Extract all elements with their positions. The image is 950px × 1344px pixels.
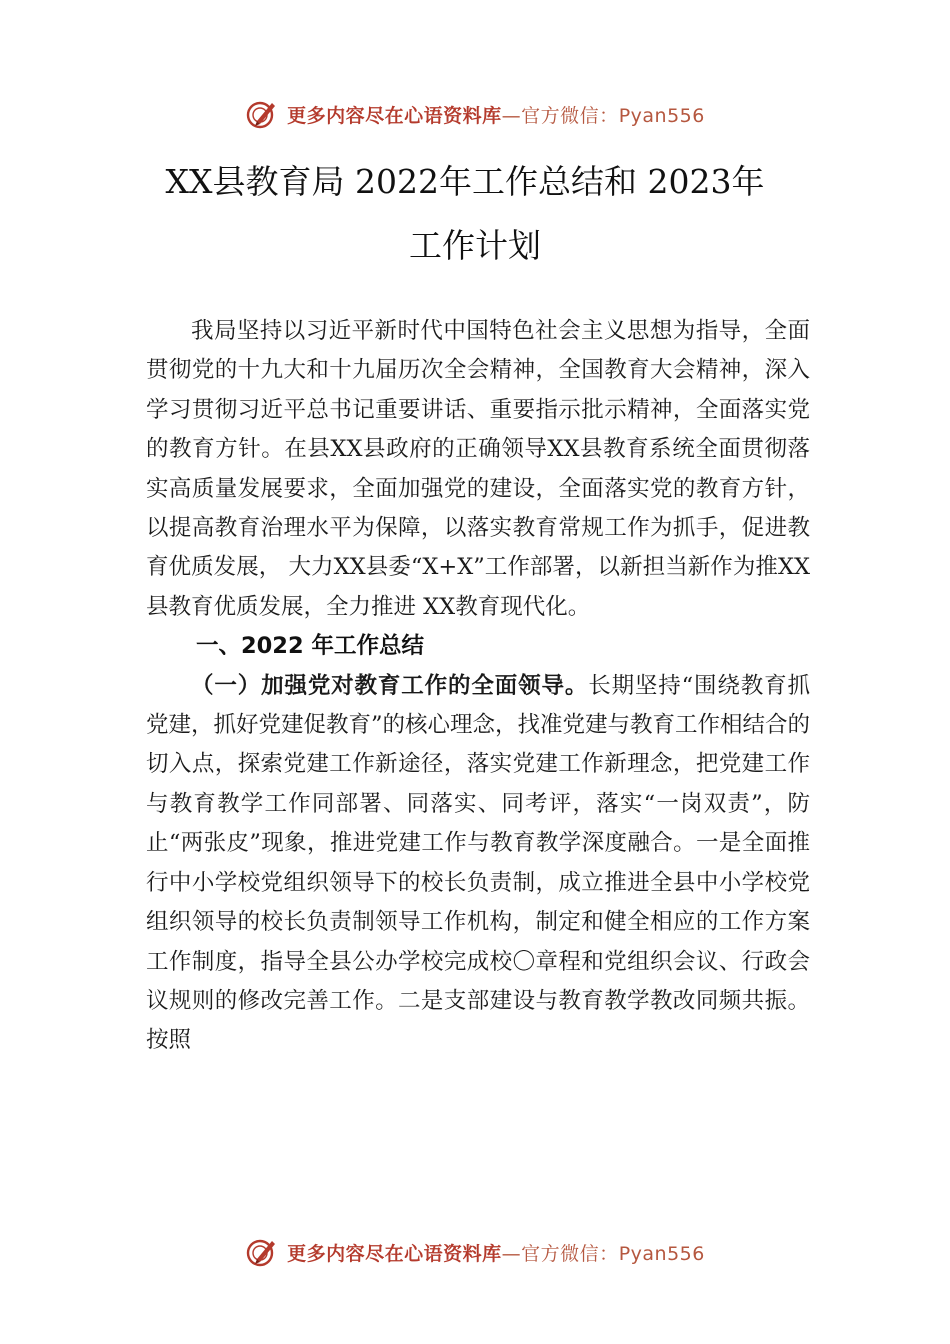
subsection-text: 长期坚持“围绕教育抓党建，抓好党建促教育”的核心理念，找准党建与教育工作相结合的切入点，探索党建工作新途径，落实党建工作新理念，把党建工作与教育教学工作同部署、同落实、同考评，落实“一岗双责”，防止“两张皮”现象，推进党建工作与教育教学深度融合。一是全面推行中小学校党组织领导下的校长负责制，成立推进全县中小学校党组织领导的校长负责制领导工作机构，制定和健全相应的工作方案工作制度，指导全县公办学校完成校〇章程和党组织会议、行政会议规则的修改完善工作。二是支部建设与教育教学教改同频共振。按照: [146, 672, 811, 1054]
pen-logo-icon: [245, 1235, 279, 1269]
banner-main-text: 更多内容尽在心语资料库: [287, 104, 502, 127]
intro-paragraph: 我局坚持以习近平新时代中国特色社会主义思想为指导，全面贯彻党的十九大和十九届历次全会精神，全国教育大会精神，深入学习贯彻习近平总书记重要讲话、重要指示批示精神，全面落实党的教育方针。在县XX县政府的正确领导XX县教育系统全面贯彻落实高质量发展要求，全面加强党的建设，全面落实党的教育方针，以提高教育治理水平为保障，以落实教育常规工作为抓手，促进教育优质发展， 大力XX县委“X+X”工作部署，以新担当新作为推XX县教育优质发展，全力推进 XX教育现代化。: [146, 318, 810, 620]
document-title-line2: 工作计划: [409, 226, 541, 265]
section-heading: 一、2022 年工作总结: [196, 633, 424, 660]
banner-text: [287, 101, 705, 128]
banner-wechat-label: 官方微信：: [521, 1242, 619, 1265]
banner-wechat-id: Pyan556: [618, 1242, 705, 1265]
banner-wechat-label: 官方微信：: [521, 104, 619, 127]
document-body: [146, 312, 810, 1061]
banner-dash: —: [501, 104, 522, 127]
banner-dash: —: [501, 1242, 522, 1265]
header-banner: [0, 94, 950, 134]
pen-logo-icon: [245, 97, 279, 131]
document-title-line1: XX县教育局 2022年工作总结和 2023年: [165, 162, 765, 201]
footer-banner: [0, 1232, 950, 1272]
banner-main-text: 更多内容尽在心语资料库: [287, 1242, 502, 1265]
subsection-title: （一）加强党对教育工作的全面领导。: [191, 672, 589, 699]
banner-text: [287, 1239, 705, 1266]
subsection-paragraph: [146, 667, 810, 1061]
banner-wechat-id: Pyan556: [618, 104, 705, 127]
